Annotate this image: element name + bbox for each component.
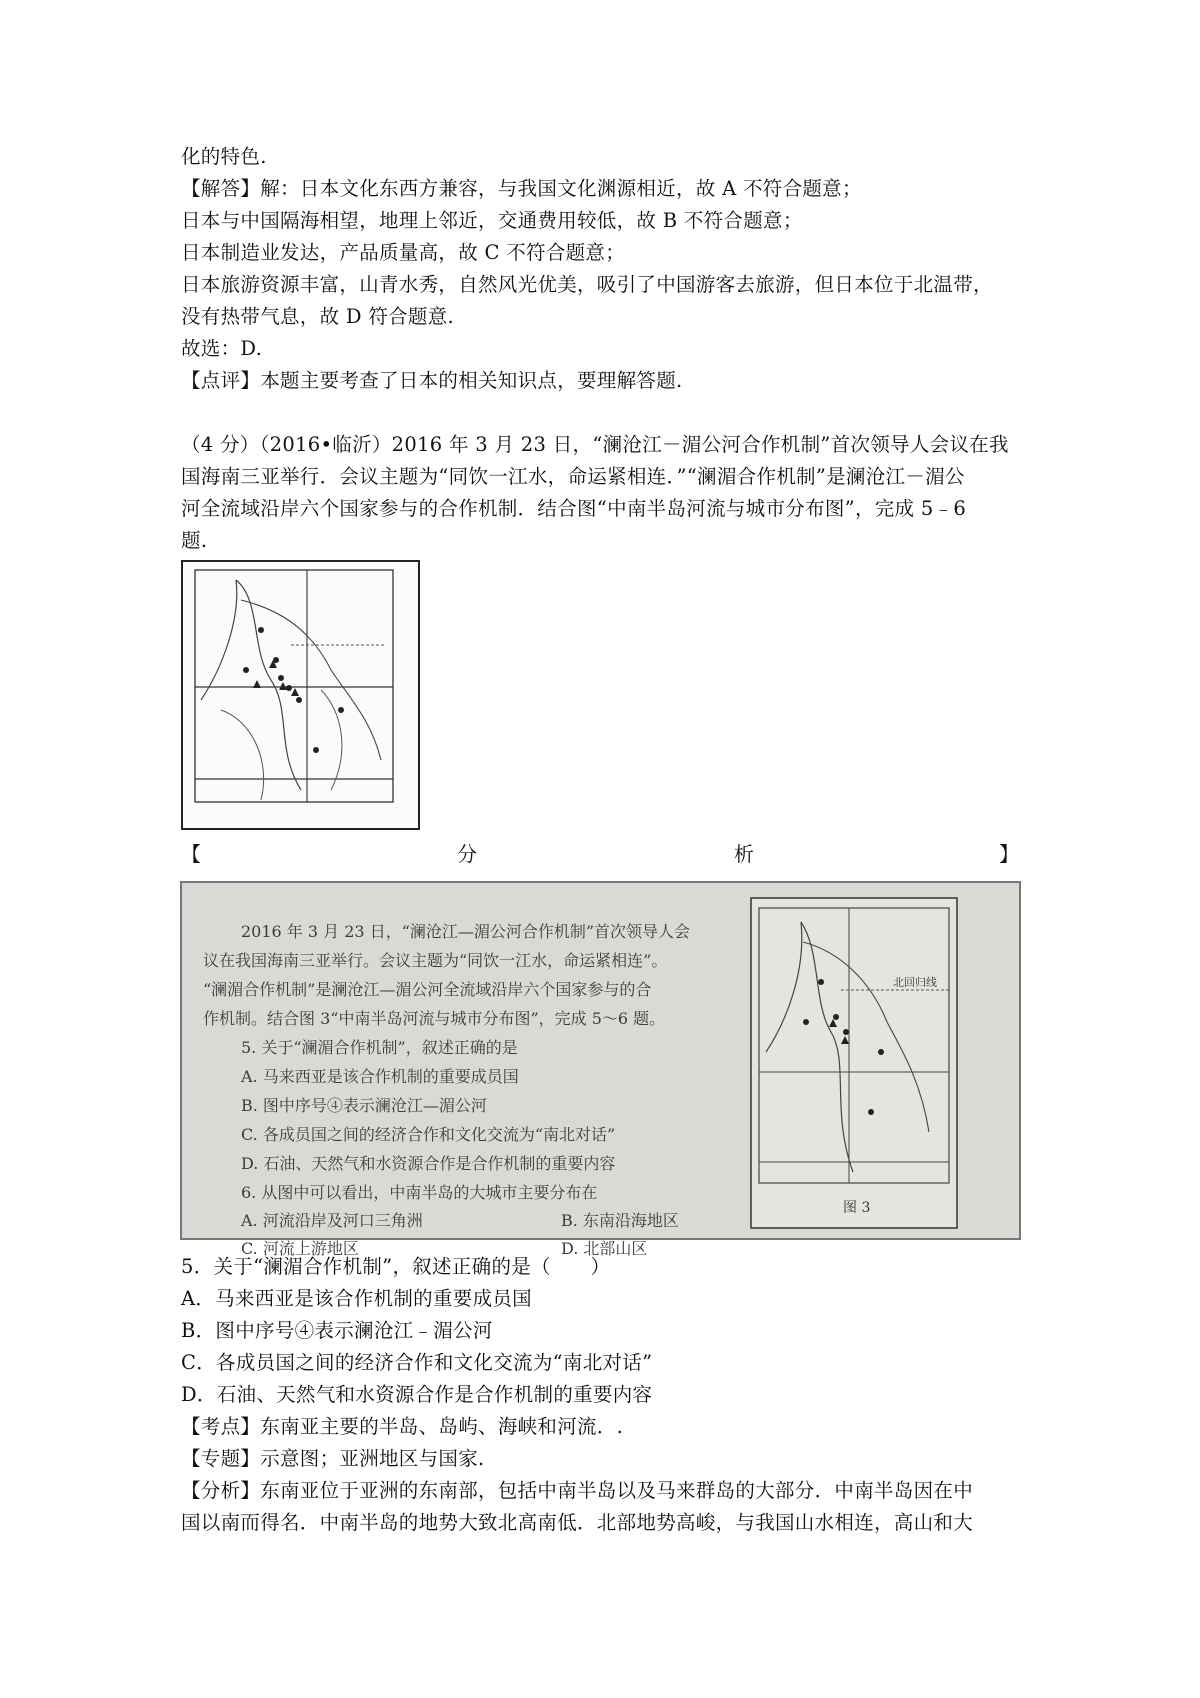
question-intro-line-2: 国海南三亚举行．会议主题为“同饮一江水，命运紧相连．”“澜湄合作机制”是澜沧江－湄公 xyxy=(181,465,965,488)
question5-option-a: A．马来西亚是该合作机制的重要成员国 xyxy=(181,1287,532,1310)
question-intro-line-4: 题. xyxy=(181,529,208,552)
scan-option-right: B. 东南沿海地区 xyxy=(561,1211,679,1230)
scan-text-line: A. 马来西亚是该合作机制的重要成员国 xyxy=(241,1067,519,1086)
scan-text-line: 6. 从图中可以看出，中南半岛的大城市主要分布在 xyxy=(241,1183,598,1202)
scan-text-line: D. 石油、天然气和水资源合作是合作机制的重要内容 xyxy=(241,1154,616,1173)
question5-option-d: D．石油、天然气和水资源合作是合作机制的重要内容 xyxy=(181,1383,653,1406)
analysis-line-2: 国以南而得名．中南半岛的地势大致北高南低．北部地势高峻，与我国山水相连，高山和大 xyxy=(181,1511,974,1534)
answer-line-3: 日本与中国隔海相望，地理上邻近，交通费用较低，故 B 不符合题意； xyxy=(181,209,803,232)
answer-line-1: 化的特色. xyxy=(181,145,267,168)
comment-line: 【点评】本题主要考查了日本的相关知识点，要理解答题. xyxy=(181,369,683,392)
question5-option-b: B．图中序号④表示澜沧江﹣湄公河 xyxy=(181,1319,493,1342)
answer-line-6: 没有热带气息，故 D 符合题意. xyxy=(181,305,455,328)
scan-text-line: “澜湄合作机制”是澜沧江—湄公河全流域沿岸六个国家参与的合 xyxy=(203,980,652,999)
scan-text-line: 议在我国海南三亚举行。会议主题为“同饮一江水，命运紧相连”。 xyxy=(203,951,668,970)
question-intro-line-1: （4 分）（2016•临沂）2016 年 3 月 23 日，“澜沧江－湄公河合作机制”首次领导人会议在我 xyxy=(181,433,1009,456)
scan-map-figure xyxy=(751,898,957,1228)
question-intro-line-3: 河全流域沿岸六个国家参与的合作机制．结合图“中南半岛河流与城市分布图”，完成 5﹣6 xyxy=(181,497,967,520)
answer-line-2: 【解答】解：日本文化东西方兼容，与我国文化渊源相近，故 A 不符合题意； xyxy=(181,177,862,200)
scan-text-line: C. 各成员国之间的经济合作和文化交流为“南北对话” xyxy=(241,1125,616,1144)
analysis-heading xyxy=(181,838,1021,870)
scan-figure-caption: 图 3 xyxy=(843,1200,871,1216)
topic-line: 【专题】示意图；亚洲地区与国家. xyxy=(181,1447,485,1470)
analysis-open-bracket: 【 xyxy=(181,842,201,866)
scanned-exam-excerpt xyxy=(181,882,1020,1258)
scan-text-line: 2016 年 3 月 23 日，“澜沧江—湄公河合作机制”首次领导人会 xyxy=(241,922,691,941)
scan-text-line: C. 河流上游地区 xyxy=(241,1239,359,1258)
answer-line-7: 故选：D. xyxy=(181,337,263,360)
question5-stem: 5．关于“澜湄合作机制”，叙述正确的是（ ） xyxy=(181,1255,611,1278)
analysis-char-2: 析 xyxy=(734,842,754,866)
scan-map-label: 北回归线 xyxy=(893,976,937,989)
scan-text-line: B. 图中序号④表示澜沧江—湄公河 xyxy=(241,1096,487,1115)
answer-line-4: 日本制造业发达，产品质量高，故 C 不符合题意； xyxy=(181,241,626,264)
question5-option-c: C．各成员国之间的经济合作和文化交流为“南北对话” xyxy=(181,1351,653,1374)
key-point-line: 【考点】东南亚主要的半岛、岛屿、海峡和河流．. xyxy=(181,1415,624,1438)
analysis-close-bracket: 】 xyxy=(999,842,1019,866)
indochina-map-figure xyxy=(181,560,420,830)
scan-text-line: 5. 关于“澜湄合作机制”，叙述正确的是 xyxy=(241,1038,518,1057)
scan-text-line: 作机制。结合图 3“中南半岛河流与城市分布图”，完成 5～6 题。 xyxy=(203,1009,666,1028)
scan-option-right: D. 北部山区 xyxy=(561,1239,648,1258)
scan-text-line: A. 河流沿岸及河口三角洲 xyxy=(241,1211,423,1230)
answer-line-5: 日本旅游资源丰富，山青水秀，自然风光优美，吸引了中国游客去旅游，但日本位于北温带， xyxy=(181,273,993,296)
analysis-line-1: 【分析】东南亚位于亚洲的东南部，包括中南半岛以及马来群岛的大部分．中南半岛因在中 xyxy=(181,1479,974,1502)
analysis-char-1: 分 xyxy=(457,842,477,866)
